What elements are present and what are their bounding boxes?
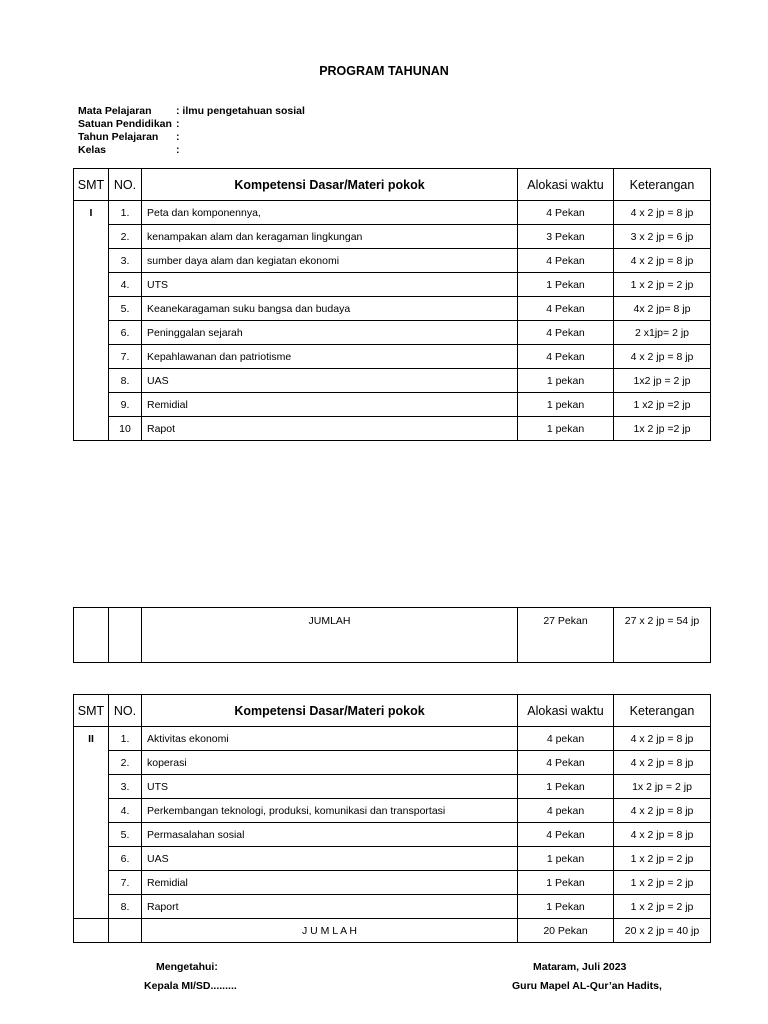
row-ket: 1 x 2 jp = 2 jp — [614, 847, 711, 871]
row-ket: 4x 2 jp= 8 jp — [614, 297, 711, 321]
row-alokasi: 4 Pekan — [518, 751, 614, 775]
total-alokasi: 27 Pekan — [518, 608, 614, 663]
row-kd: Peninggalan sejarah — [142, 321, 518, 345]
table-row — [74, 273, 711, 297]
table-row — [74, 369, 711, 393]
row-kd: koperasi — [142, 751, 518, 775]
row-kd: sumber daya alam dan kegiatan ekonomi — [142, 249, 518, 273]
total-ket: 20 x 2 jp = 40 jp — [614, 919, 711, 943]
row-no: 1. — [109, 201, 142, 225]
row-no: 2. — [109, 751, 142, 775]
header-no: NO. — [109, 169, 142, 201]
row-kd: UTS — [142, 273, 518, 297]
row-kd: Peta dan komponennya, — [142, 201, 518, 225]
total-label: JUMLAH — [142, 608, 518, 663]
row-kd: UTS — [142, 775, 518, 799]
meta-label: Tahun Pelajaran — [78, 131, 159, 143]
row-no: 9. — [109, 393, 142, 417]
empty-cell — [109, 919, 142, 943]
row-alokasi: 4 pekan — [518, 727, 614, 751]
row-no: 6. — [109, 321, 142, 345]
table-row — [74, 393, 711, 417]
meta-value: : — [176, 118, 180, 130]
row-ket: 4 x 2 jp = 8 jp — [614, 823, 711, 847]
table-row — [74, 345, 711, 369]
header-no: NO. — [109, 695, 142, 727]
row-kd: kenampakan alam dan keragaman lingkungan — [142, 225, 518, 249]
row-alokasi: 3 Pekan — [518, 225, 614, 249]
semester-label: II — [74, 727, 109, 919]
row-ket: 1 x 2 jp = 2 jp — [614, 895, 711, 919]
signature-right-place-date: Mataram, Juli 2023 — [533, 961, 627, 973]
header-smt: SMT — [74, 169, 109, 201]
row-no: 7. — [109, 345, 142, 369]
signature-left-title: Kepala MI/SD......... — [144, 980, 237, 992]
semester-1-table — [73, 168, 711, 441]
row-kd: Permasalahan sosial — [142, 823, 518, 847]
meta-row-year — [78, 131, 305, 144]
row-ket: 3 x 2 jp = 6 jp — [614, 225, 711, 249]
row-ket: 1x2 jp = 2 jp — [614, 369, 711, 393]
row-alokasi: 4 Pekan — [518, 823, 614, 847]
row-kd: Remidial — [142, 871, 518, 895]
row-kd: Perkembangan teknologi, produksi, komunikasi dan transportasi — [142, 799, 518, 823]
header-alokasi: Alokasi waktu — [518, 695, 614, 727]
row-alokasi: 1 pekan — [518, 393, 614, 417]
row-no: 1. — [109, 727, 142, 751]
empty-cell — [74, 919, 109, 943]
meta-label: Mata Pelajaran — [78, 105, 152, 117]
row-ket: 1x 2 jp = 2 jp — [614, 775, 711, 799]
table-row — [74, 775, 711, 799]
semester-label: I — [74, 201, 109, 441]
row-kd: Keanekaragaman suku bangsa dan budaya — [142, 297, 518, 321]
row-ket: 4 x 2 jp = 8 jp — [614, 799, 711, 823]
table-row — [74, 895, 711, 919]
row-no: 4. — [109, 273, 142, 297]
total-label: J U M L A H — [142, 919, 518, 943]
table-header-row — [74, 169, 711, 201]
row-ket: 4 x 2 jp = 8 jp — [614, 345, 711, 369]
table-header-row — [74, 695, 711, 727]
total-ket: 27 x 2 jp = 54 jp — [614, 608, 711, 663]
row-no: 10 — [109, 417, 142, 441]
row-ket: 2 x1jp= 2 jp — [614, 321, 711, 345]
row-ket: 1 x 2 jp = 2 jp — [614, 871, 711, 895]
row-ket: 1 x 2 jp = 2 jp — [614, 273, 711, 297]
row-kd: Rapot — [142, 417, 518, 441]
meta-row-school — [78, 118, 305, 131]
semester-2-table — [73, 694, 711, 943]
row-no: 3. — [109, 249, 142, 273]
table-row — [74, 871, 711, 895]
row-no: 8. — [109, 895, 142, 919]
meta-value: : ilmu pengetahuan sosial — [176, 105, 305, 117]
table-row — [74, 201, 711, 225]
row-kd: UAS — [142, 847, 518, 871]
row-alokasi: 1 pekan — [518, 369, 614, 393]
row-alokasi: 4 Pekan — [518, 297, 614, 321]
row-no: 4. — [109, 799, 142, 823]
row-ket: 4 x 2 jp = 8 jp — [614, 249, 711, 273]
row-no: 8. — [109, 369, 142, 393]
total-alokasi: 20 Pekan — [518, 919, 614, 943]
row-ket: 1 x2 jp =2 jp — [614, 393, 711, 417]
row-alokasi: 4 Pekan — [518, 321, 614, 345]
table-row — [74, 751, 711, 775]
signature-left-heading: Mengetahui: — [156, 961, 218, 973]
row-alokasi: 4 Pekan — [518, 345, 614, 369]
row-no: 5. — [109, 823, 142, 847]
row-ket: 4 x 2 jp = 8 jp — [614, 751, 711, 775]
row-alokasi: 1 pekan — [518, 417, 614, 441]
row-alokasi: 1 pekan — [518, 847, 614, 871]
table-row — [74, 225, 711, 249]
header-alokasi: Alokasi waktu — [518, 169, 614, 201]
row-kd: Remidial — [142, 393, 518, 417]
total-row — [74, 919, 711, 943]
empty-cell — [74, 608, 109, 663]
row-alokasi: 1 Pekan — [518, 775, 614, 799]
row-alokasi: 1 Pekan — [518, 273, 614, 297]
row-alokasi: 4 Pekan — [518, 249, 614, 273]
table-row — [74, 727, 711, 751]
row-no: 6. — [109, 847, 142, 871]
total-row — [74, 608, 711, 663]
meta-value: : — [176, 144, 180, 156]
row-kd: Kepahlawanan dan patriotisme — [142, 345, 518, 369]
table-row — [74, 847, 711, 871]
row-alokasi: 4 Pekan — [518, 201, 614, 225]
header-kd: Kompetensi Dasar/Materi pokok — [142, 695, 518, 727]
meta-value: : — [176, 131, 180, 143]
row-alokasi: 1 Pekan — [518, 871, 614, 895]
row-no: 3. — [109, 775, 142, 799]
row-kd: UAS — [142, 369, 518, 393]
table-row — [74, 799, 711, 823]
row-no: 2. — [109, 225, 142, 249]
row-ket: 4 x 2 jp = 8 jp — [614, 201, 711, 225]
header-keterangan: Keterangan — [614, 695, 711, 727]
table-row — [74, 297, 711, 321]
row-no: 5. — [109, 297, 142, 321]
empty-cell — [109, 608, 142, 663]
table-row — [74, 417, 711, 441]
row-ket: 4 x 2 jp = 8 jp — [614, 727, 711, 751]
table-row — [74, 321, 711, 345]
semester-1-total-table — [73, 607, 711, 663]
meta-label: Kelas — [78, 144, 107, 156]
table-row — [74, 249, 711, 273]
header-smt: SMT — [74, 695, 109, 727]
table-row — [74, 823, 711, 847]
row-alokasi: 4 pekan — [518, 799, 614, 823]
meta-label: Satuan Pendidikan — [78, 118, 172, 130]
meta-row-class — [78, 144, 305, 157]
header-keterangan: Keterangan — [614, 169, 711, 201]
page-title: PROGRAM TAHUNAN — [319, 64, 449, 78]
row-kd: Raport — [142, 895, 518, 919]
row-kd: Aktivitas ekonomi — [142, 727, 518, 751]
signature-right-title: Guru Mapel AL-Qur’an Hadits, — [512, 980, 662, 992]
row-no: 7. — [109, 871, 142, 895]
meta-row-subject — [78, 105, 305, 118]
header-kd: Kompetensi Dasar/Materi pokok — [142, 169, 518, 201]
document-meta — [78, 105, 305, 157]
row-ket: 1x 2 jp =2 jp — [614, 417, 711, 441]
row-alokasi: 1 Pekan — [518, 895, 614, 919]
